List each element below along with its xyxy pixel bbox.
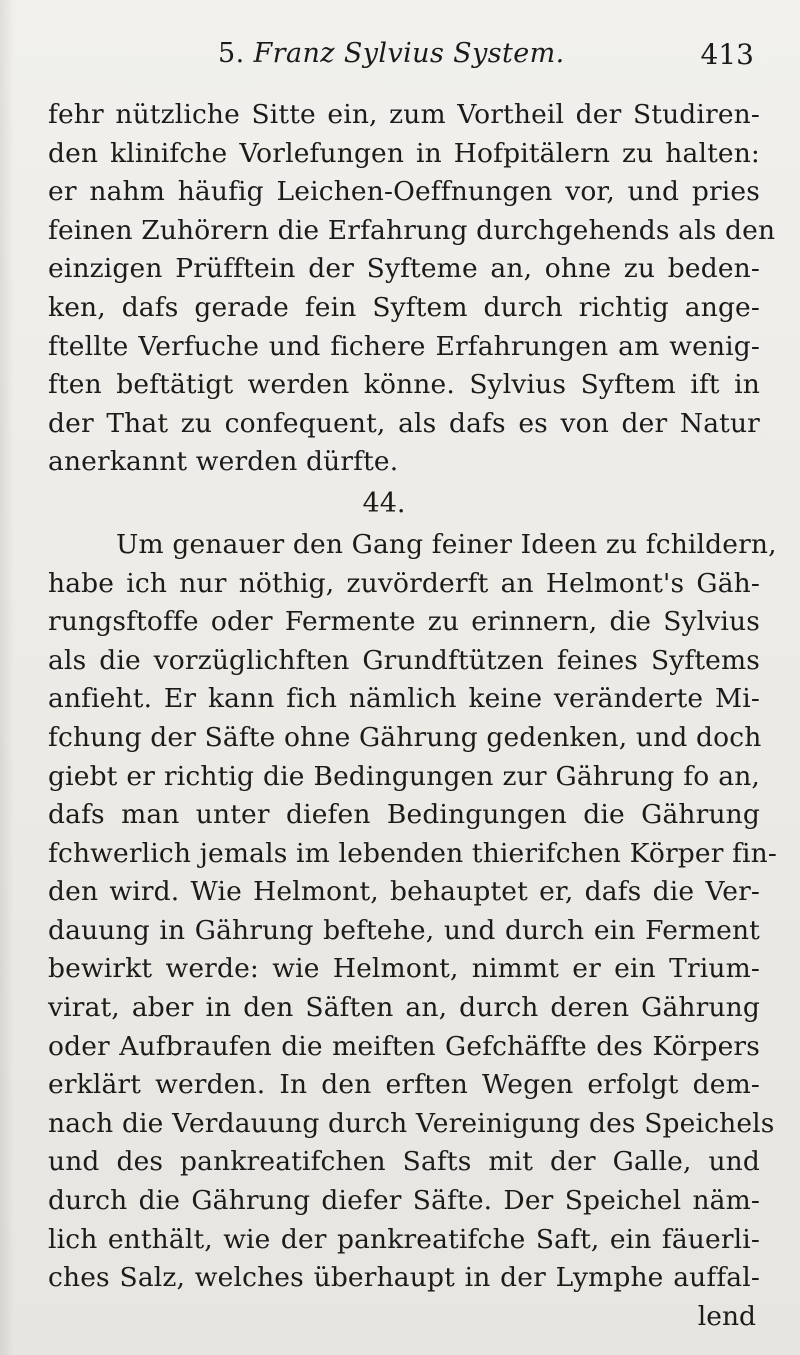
- text-line: oder Aufbraufen die meiften Gefchäffte des Körpers: [48, 1030, 760, 1062]
- text-line: ften beftätigt werden könne. Sylvius Syftem ift in: [48, 369, 760, 401]
- running-head-title: [218, 38, 565, 69]
- text-line: rungsftoffe oder Fermente zu erinnern, die Sylvius: [48, 606, 760, 638]
- running-head: [48, 34, 760, 82]
- text-line: den klinifche Vorlefungen in Hofpitälern zu halten:: [48, 137, 760, 169]
- catchword: lend: [697, 1300, 756, 1332]
- paragraph-1: [48, 96, 776, 482]
- text-line: ftellte Verfuche und fichere Erfahrungen am wenig-: [48, 330, 760, 362]
- text-line: fchwerlich jemals im lebenden thierifchen Körper fin-: [48, 837, 778, 869]
- text-line: den wird. Wie Helmont, behauptet er, dafs die Ver-: [48, 876, 760, 908]
- text-line: anerkannt werden dürfte.: [48, 446, 399, 478]
- paragraph-2: [48, 526, 778, 1298]
- text-line: dauung in Gährung beftehe, und durch ein Ferment: [48, 914, 760, 946]
- text-line: nach die Verdauung durch Vereinigung des Speichels: [48, 1107, 775, 1139]
- text-line: feinen Zuhörern die Erfahrung durchgehends als den: [48, 214, 776, 246]
- text-line: ken, dafs gerade fein Syftem durch richtig ange-: [48, 291, 760, 323]
- text-line: als die vorzüglichften Grundftützen feines Syftems: [48, 644, 760, 676]
- text-line: durch die Gährung diefer Säfte. Der Speichel näm-: [48, 1185, 760, 1217]
- text-line: ches Salz, welches überhaupt in der Lymphe auffal-: [48, 1262, 760, 1294]
- text-line: dafs man unter diefen Bedingungen die Gährung: [48, 799, 760, 831]
- text-line: einzigen Prüfftein der Syfteme an, ohne zu beden-: [48, 253, 760, 285]
- chapter-title: Franz Sylvius System.: [253, 38, 565, 69]
- chapter-number: 5.: [218, 38, 245, 69]
- text-line: habe ich nur nöthig, zuvörderft an Helmont's Gäh-: [48, 567, 760, 599]
- text-line: und des pankreatifchen Safts mit der Galle, und: [48, 1146, 760, 1178]
- text-line: erklärt werden. In den erften Wegen erfolgt dem-: [48, 1069, 760, 1101]
- text-line: er nahm häufig Leichen-Oeffnungen vor, und pries: [48, 176, 760, 208]
- page-number: 413: [700, 38, 754, 71]
- text-line: giebt er richtig die Bedingungen zur Gährung fo an,: [48, 760, 760, 792]
- text-line: fchung der Säfte ohne Gährung gedenken, und doch: [48, 721, 762, 753]
- text-line: der That zu confequent, als dafs es von der Natur: [48, 407, 760, 439]
- text-line: anfieht. Er kann fich nämlich keine veränderte Mi-: [48, 683, 760, 715]
- text-line: lich enthält, wie der pankreatifche Saft, ein fäuerli-: [48, 1223, 760, 1255]
- body-text: [48, 96, 778, 1336]
- section-number: 44.: [362, 487, 406, 519]
- text-line: Um genauer den Gang feiner Ideen zu fchildern,: [116, 528, 777, 560]
- text-line: virat, aber in den Säften an, durch deren Gährung: [48, 992, 760, 1024]
- text-line: bewirkt werde: wie Helmont, nimmt er ein Trium-: [48, 953, 760, 985]
- text-line: fehr nützliche Sitte ein, zum Vortheil der Studiren-: [48, 99, 760, 130]
- page-gutter-shadow: [0, 0, 14, 1355]
